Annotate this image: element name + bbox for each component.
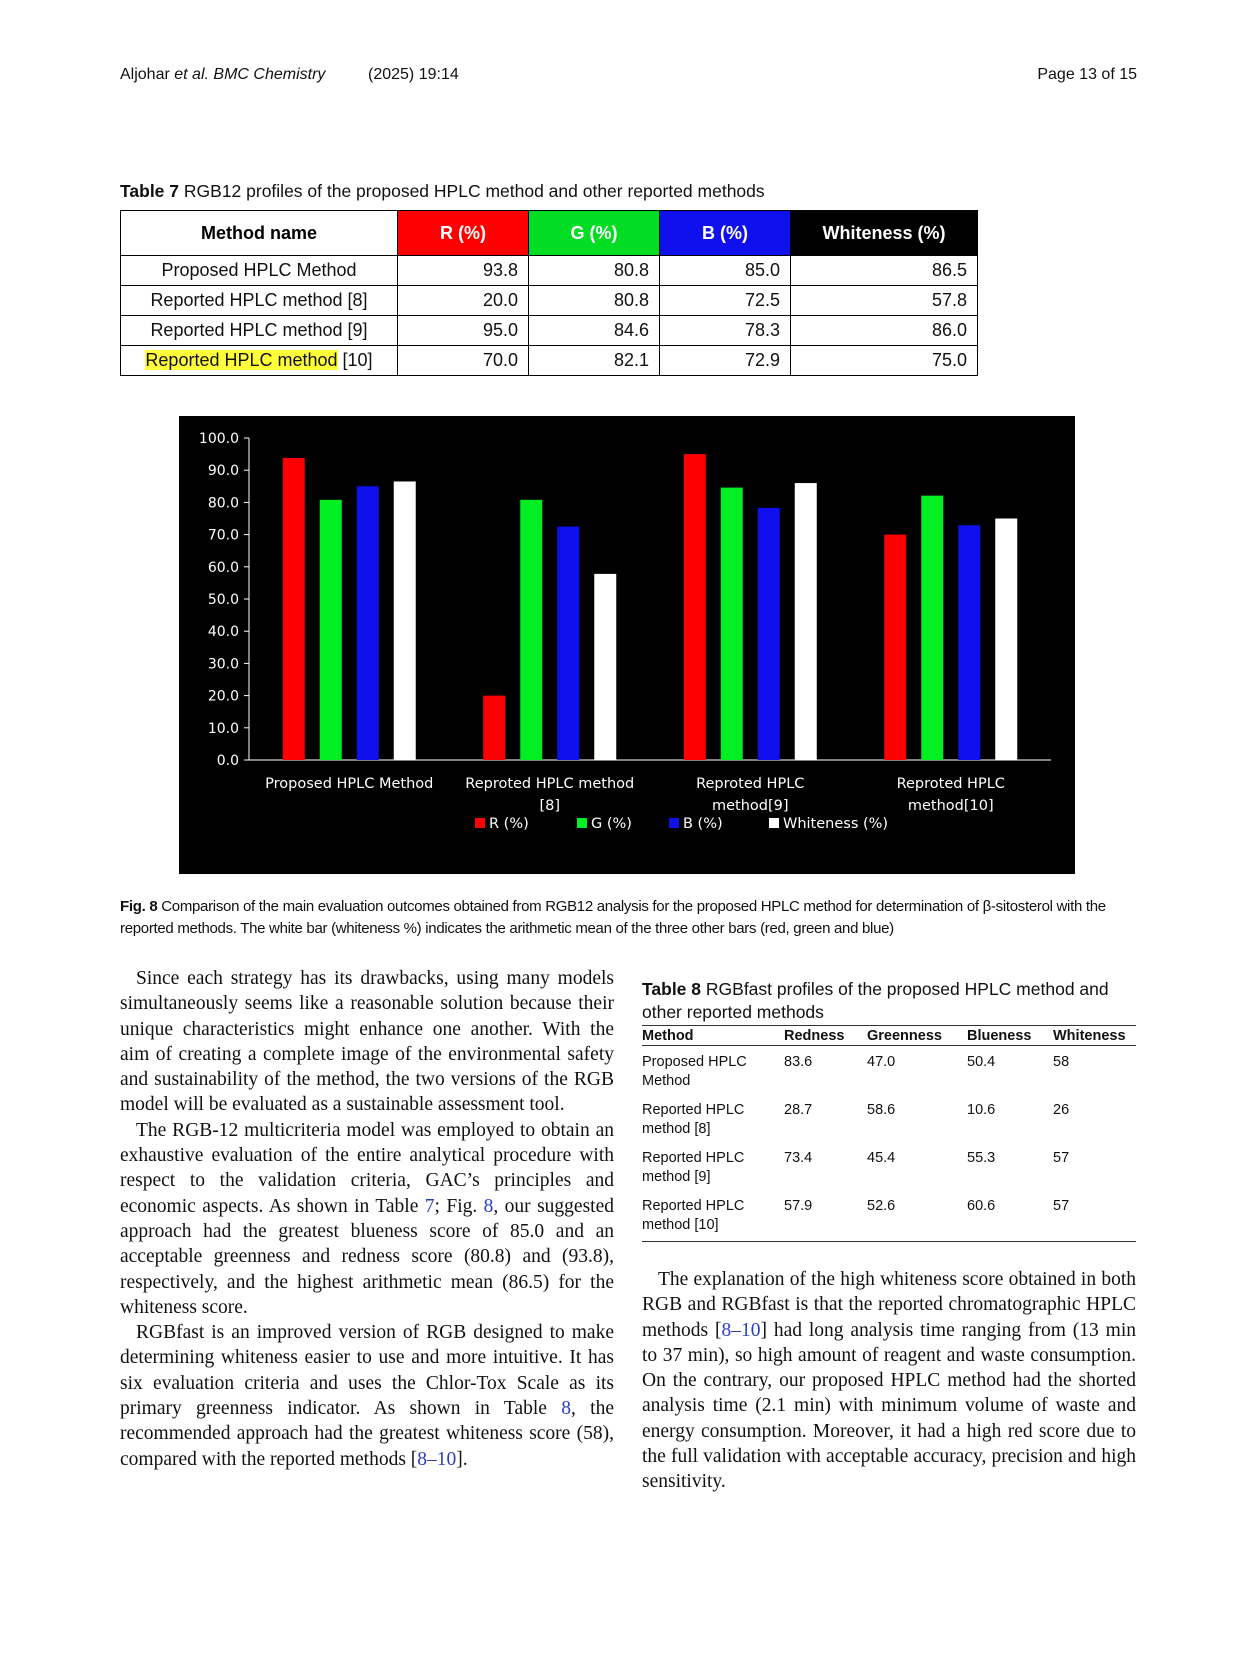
y-tick-label: 40.0: [207, 624, 239, 641]
bar: [394, 481, 416, 760]
bar: [958, 525, 980, 760]
paragraph: [120, 1320, 614, 1472]
table-row: [642, 1046, 1136, 1095]
table7-label: Table 7: [120, 181, 180, 201]
legend-label: G (%): [591, 816, 632, 832]
table7-cell-g: 80.8: [529, 286, 660, 316]
method-name-line1: Reported HPLC: [642, 1102, 745, 1118]
bar: [921, 496, 943, 760]
fig8-caption-text: Comparison of the main evaluation outcomes obtained from RGB12 analysis for the proposed HPLC method for determination of β-sitosterol with the reported methods. The white bar (whiteness %) indicates the arithmetic mean of the three other bars (red, green and blue): [120, 898, 1106, 937]
left-column-text: [120, 966, 614, 1472]
table8-header-whiteness: Whiteness: [1053, 1026, 1136, 1046]
table7-cell-g: 80.8: [529, 256, 660, 286]
y-tick-label: 0.0: [216, 753, 239, 769]
y-tick-label: 90.0: [207, 463, 239, 480]
table7-ref-link[interactable]: 7: [424, 1195, 435, 1217]
table8-cell-whiteness: 57: [1053, 1190, 1136, 1242]
bar: [520, 500, 542, 760]
table-row: [642, 1094, 1136, 1142]
table8-caption-text: RGBfast profiles of the proposed HPLC method and other reported methods: [642, 979, 1109, 1022]
table8-cell-method: [642, 1190, 784, 1242]
table7-cell-name: [121, 256, 398, 286]
table7-cell-name: [121, 286, 398, 316]
citation-link[interactable]: 8–10: [721, 1319, 761, 1341]
table7-cell-r: 20.0: [398, 286, 529, 316]
method-name: Reported HPLC method [8]: [150, 290, 368, 310]
y-tick-label: 20.0: [207, 688, 239, 705]
table7-cell-w: 57.8: [791, 286, 978, 316]
bar: [721, 488, 743, 760]
bar: [283, 458, 305, 760]
table7-header-b: B (%): [660, 211, 791, 256]
x-tick-label: method[10]: [907, 798, 994, 814]
text-run: , our suggested approach had the greatest blueness score of 85.0 and an acceptable greenness and redness score (80.8) and (93.8), respectively, and the highest arithmetic mean (86.5) for the whiteness score.: [120, 1195, 614, 1318]
table8-cell-greenness: 47.0: [867, 1054, 896, 1070]
legend-label: Whiteness (%): [783, 816, 889, 832]
table8-cell-blueness: 50.4: [967, 1054, 996, 1070]
x-tick-label: Proposed HPLC Method: [265, 776, 434, 792]
paragraph: Since each strategy has its drawbacks, using many models simultaneously seems like a reasonable solution because their unique characteristics might enhance one another. With the aim of creating a complete image of the environmental safety and sustainability of the method, the two versions of the RGB model will be evaluated as a sustainable assessment tool.: [120, 968, 614, 1116]
y-tick-label: 60.0: [207, 559, 239, 576]
table8-cell-blueness: 10.6: [967, 1102, 996, 1118]
method-name-line1: Reported HPLC: [642, 1198, 745, 1214]
table-row: [121, 316, 978, 346]
table8-cell-redness: 57.9: [784, 1190, 867, 1242]
bar: [483, 696, 505, 760]
table7-cell-b: 72.9: [660, 346, 791, 376]
fig8-bar-chart: [179, 416, 1075, 874]
table7-cell-r: 95.0: [398, 316, 529, 346]
bar: [795, 483, 817, 760]
y-tick-label: 50.0: [207, 592, 239, 608]
table7-caption-text: RGB12 profiles of the proposed HPLC method and other reported methods: [183, 181, 765, 201]
table7-header-g: G (%): [529, 211, 660, 256]
table7-cell-w: 86.0: [791, 316, 978, 346]
x-tick-label: method[9]: [711, 798, 789, 814]
table7-cell-w: 75.0: [791, 346, 978, 376]
y-tick-label: 10.0: [207, 720, 239, 737]
table8-cell-whiteness: 57: [1053, 1150, 1070, 1166]
table8-label: Table 8: [642, 979, 702, 999]
table8-caption: [642, 978, 1136, 1024]
table7-cell-b: 85.0: [660, 256, 791, 286]
right-column-text: [642, 1267, 1136, 1495]
x-tick-label: Reproted HPLC: [696, 776, 805, 792]
table-row: [121, 256, 978, 286]
table8-cell-whiteness: 58: [1053, 1054, 1070, 1070]
table7-cell-b: 72.5: [660, 286, 791, 316]
table8-cell-redness: 28.7: [784, 1102, 813, 1118]
table8-header-greenness: Greenness: [867, 1026, 967, 1046]
bar: [884, 535, 906, 760]
table8-cell-method: [642, 1046, 784, 1095]
method-name-line1: Reported HPLC: [642, 1150, 745, 1166]
method-name-line2: Method: [642, 1073, 691, 1089]
table8-cell-redness: 73.4: [784, 1150, 813, 1166]
text-run: ; Fig.: [434, 1195, 484, 1217]
table7-cell-name: [121, 316, 398, 346]
bar: [758, 508, 780, 760]
table8-cell-method: [642, 1142, 784, 1190]
table7-cell-g: 82.1: [529, 346, 660, 376]
header-citation: [120, 66, 325, 84]
table8-cell-greenness: 52.6: [867, 1190, 967, 1242]
method-name-line1: Proposed HPLC: [642, 1054, 747, 1070]
method-name: Proposed HPLC Method: [161, 260, 357, 280]
header-etal: et al.: [174, 66, 209, 83]
table8-header-row: [642, 1026, 1136, 1046]
table8-cell-greenness: 45.4: [867, 1150, 896, 1166]
legend-swatch: [769, 818, 779, 828]
fig8-caption: [120, 896, 1136, 940]
y-tick-label: 80.0: [207, 495, 239, 512]
table7-header-row: [121, 211, 978, 256]
paragraph: [120, 1118, 614, 1320]
table8-header-method: Method: [642, 1026, 784, 1046]
paragraph: [642, 1267, 1136, 1495]
text-run: , the recommended approach had the greatest whiteness score (58), compared with the reported methods [: [120, 1398, 614, 1470]
method-name: Reported HPLC method [9]: [150, 320, 368, 340]
bar: [684, 454, 706, 760]
bar: [995, 519, 1017, 761]
x-tick-label: Reproted HPLC: [896, 776, 1005, 792]
running-header: [120, 66, 1137, 90]
table7-cell-b: 78.3: [660, 316, 791, 346]
method-name: [10]: [337, 350, 373, 370]
table7-header-whiteness: Whiteness (%): [791, 211, 978, 256]
legend-swatch: [577, 818, 587, 828]
method-name-line2: method [8]: [642, 1121, 711, 1137]
table-row: [121, 346, 978, 376]
table8-cell-blueness: 60.6: [967, 1190, 1053, 1242]
header-authors: Aljohar: [120, 66, 170, 83]
bar: [320, 500, 342, 760]
bar: [357, 486, 379, 760]
table7-header-method: Method name: [121, 211, 398, 256]
fig8-ref-link[interactable]: 8: [483, 1195, 494, 1217]
table8: [642, 1025, 1136, 1242]
legend-swatch: [475, 818, 485, 828]
text-run: ].: [456, 1448, 468, 1470]
table-row: [642, 1190, 1136, 1242]
bar: [557, 527, 579, 760]
x-tick-label: Reproted HPLC method: [465, 776, 635, 792]
table-row: [121, 286, 978, 316]
table7-caption: [120, 181, 765, 202]
table8-header-redness: Redness: [784, 1026, 867, 1046]
legend-swatch: [669, 818, 679, 828]
fig8-label: Fig. 8: [120, 898, 158, 915]
table-row: [642, 1142, 1136, 1190]
table7-cell-r: 70.0: [398, 346, 529, 376]
table7-cell-r: 93.8: [398, 256, 529, 286]
legend-label: B (%): [683, 816, 723, 832]
highlighted-text: Reported HPLC method: [145, 350, 338, 370]
y-tick-label: 70.0: [207, 527, 239, 544]
table8-ref-link[interactable]: 8: [561, 1398, 571, 1420]
table7-header-r: R (%): [398, 211, 529, 256]
table7-cell-w: 86.5: [791, 256, 978, 286]
citation-link[interactable]: 8–10: [417, 1448, 457, 1470]
table8-cell-greenness: 58.6: [867, 1102, 896, 1118]
text-run: The explanation of the high whiteness score obtained in both RGB and RGBfast is that the reported chromatographic HPLC methods [: [642, 1269, 1136, 1341]
x-tick-label: [8]: [539, 798, 561, 814]
y-tick-label: 100.0: [198, 431, 239, 447]
table8-cell-blueness: 55.3: [967, 1150, 996, 1166]
legend-label: R (%): [489, 816, 529, 832]
text-run: The RGB-12 multicriteria model was employed to obtain an exhaustive evaluation of the entire analytical procedure with respect to the validation criteria, GAC’s principles and economic aspects. As shown in Table: [120, 1119, 614, 1217]
header-page-number: Page 13 of 15: [1037, 66, 1137, 83]
table8-cell-redness: 83.6: [784, 1054, 813, 1070]
bar: [594, 574, 616, 760]
table7-cell-g: 84.6: [529, 316, 660, 346]
table8-cell-method: [642, 1094, 784, 1142]
table7: [120, 210, 978, 376]
table8-header-blueness: Blueness: [967, 1026, 1053, 1046]
text-run: RGBfast is an improved version of RGB designed to make determining whiteness easier to use and more intuitive. It has six evaluation criteria and uses the Chlor-Tox Scale as its primary greenness indicator. As shown in Table: [120, 1322, 614, 1420]
method-name-line2: method [9]: [642, 1169, 711, 1185]
header-year-volume: (2025) 19:14: [368, 66, 459, 83]
table8-cell-whiteness: 26: [1053, 1102, 1070, 1118]
table7-cell-name: [121, 346, 398, 376]
method-name-line2: method [10]: [642, 1217, 719, 1233]
header-journal: BMC Chemistry: [213, 66, 326, 83]
text-run: ] had long analysis time ranging from (13 min to 37 min), so high amount of reagent and waste consumption. On the contrary, our proposed HPLC method had the shorted analysis time (2.1 min) with minimum volume of waste and energy consumption. Moreover, it had a high red score due to the full validation with acceptable accuracy, precision and high sensitivity.: [642, 1319, 1136, 1493]
y-tick-label: 30.0: [207, 656, 239, 673]
